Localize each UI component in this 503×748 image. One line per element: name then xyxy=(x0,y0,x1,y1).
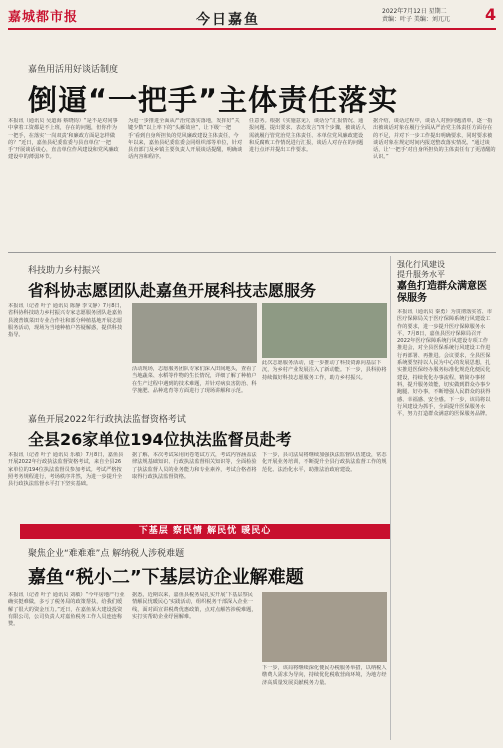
date-line: 2022年7月12日 星期二 xyxy=(382,8,447,15)
section-title: 今日嘉鱼 xyxy=(196,12,260,28)
article4-col2: 据悉，近期以来，嘉鱼县税务局扎实开展‘下基层察民情解民忧暖民心’实践活动，组织税务干部深入企业一线，面对面宣讲税费优惠政策，点对点解答涉税难题，实打实帮助企业纾困解难。 xyxy=(132,592,257,620)
article3-col3: 下一步，县司法局将继续加强执法监督队伍建设，常态化开展业务培训，不断提升全县行政执法监督工作的规范化、法治化水平，助推法治政府建设。 xyxy=(262,452,387,473)
page-number: 4 xyxy=(485,5,497,24)
article4-col3: 下一步，该局将继续深化便民办税服务举措，以纳税人缴费人需求为导向，持续优化税收营商环境，为地方经济高质量发展贡献税务力量。 xyxy=(262,665,387,686)
editor-line: 责编：叶子 美编：刘兀兀 xyxy=(382,16,450,23)
article1-col4: 据介绍，谈话过程中，谈话人对照问题清单，逐一指出被谈话对象在履行全面从严治党主体责任方面存在的不足，并对下一步工作提出明确要求，同时要求被谈话对象在规定时间内报送整改落实情况。“通过谈话，让‘一把手’对自身所担负的主体责任有了更清醒的认识。” xyxy=(373,118,496,161)
article3-headline: 全县26家单位194位执法监督员赴考 xyxy=(28,430,292,449)
article1-headline: 倒逼“一把手”主体责任落实 xyxy=(28,83,399,117)
article1-col3: 任意务。根据《实施意见》，谈话分“汇报情况、通报问题、提出要求、表态发言”四个步骤，被谈话人需就履行管党治党主体责任、本单位党风廉政建设和反腐败工作情况进行汇报，谈话人对存在的问题进行点评并提出工作要求。 xyxy=(249,118,366,154)
article4-col1: 本报讯（记者 叶子 通讯员 刘敏）“今年房地产行业确实挺难做，多亏了税务局的政策帮扶，给我们缓解了很大的资金压力。”近日，在嘉鱼某大建设投资有限公司，公司负责人对嘉鱼税务工作人员连连称赞。 xyxy=(8,592,125,628)
visit-photo xyxy=(262,592,387,662)
sidebar-kicker2: 提升服务水平 xyxy=(397,270,445,279)
article2-kicker: 科技助力乡村振兴 xyxy=(28,266,101,276)
article2-col1: 本报讯（记者 叶子 通讯员 陈静 李文静）7月8日，省科协科技助力乡村振兴专家志愿服务团队赴嘉鱼县渡普镇菜田专业合作社和部分种植基地开展志愿服务活动，现场为当地种植户答疑解惑，提供科技指导。 xyxy=(8,303,125,339)
article4-kicker: 聚焦企业“难难难”点 解纳税人涉税难题 xyxy=(28,549,185,559)
article4-headline: 嘉鱼“税小二”下基层访企业解难题 xyxy=(28,567,304,588)
article2-col3: 此次志愿服务活动，进一步推动了科技资源向基层下沉，为乡村产业发展注入了新动能。下一步，县科协将持续做好科技志愿服务工作，助力乡村振兴。 xyxy=(262,360,387,381)
article3-col2: 据了解，本次考试采用闭卷笔试方式，考试内容涵盖法律法规基础知识、行政执法监督相关知识等，全面检验了执法监督人员的业务能力和专业素养，考试合格者将取得行政执法监督资格。 xyxy=(132,452,257,480)
sidebar-divider xyxy=(390,256,391,740)
sidebar-body: 本报讯（通讯员 秦勇）为贯彻落实省、市医疗保障局关于医疗保障系统行风建设工作的要求，进一步提升医疗保障服务水平，7月8日，嘉鱼县医疗保障局召开2022年医疗保障系统行风建设专项工作推进会，对全县医保系统行风建设工作进行再部署、再推进。会议要求，全县医保系统要坚持以人民为中心的发展思想，扎实推进医保经办服务标准化规范化便民化建设，持续优化办事流程，精简办事材料，提升服务效能，切实做到群众办事少跑腿、好办事，不断增强人民群众的获得感、幸福感、安全感。下一步，该局将以行风建设为抓手，全面提升医保服务水平，努力打造群众满意的医保服务品牌。 xyxy=(397,309,493,418)
article2-col2: 活动现场，志愿服务团队专家们深入田间地头，查看了当地蔬菜、水稻等作物的生长情况，详细了解了种植户在生产过程中遇到的技术难题，并针对病虫害防治、科学施肥、品种选育等方面进行了现场讲解和示范。 xyxy=(132,366,257,394)
sidebar-article xyxy=(393,253,496,740)
article3-kicker: 嘉鱼开展2022年行政执法监督资格考试 xyxy=(28,415,186,425)
article2-headline: 省科协志愿团队赴嘉鱼开展科技志愿服务 xyxy=(28,281,317,300)
article3-col1: 本报讯（记者 叶子 通讯员 乐敏）7月8日，嘉鱼县开展2022年行政执法监督资格考试，来自全县26家单位的194位执法监督员参加考试。考试严格按照考务规程进行，考场秩序井然，为进一步提升全县行政执法监督水平打下坚实基础。 xyxy=(8,452,124,488)
field-photo xyxy=(262,303,387,358)
article1-col1: 本报讯（通讯员 吴道海 蔡晓钧）“是不是对同事中拿着工资都是不上班，存在的问题，但你作为一把手，在落实‘一岗双责’和廉政方面是怎样做的？”近日，嘉鱼县纪委监委与县直单位‘一把手’开展谈话谈心，直击单位作风建设和党风廉政建设中的薄弱环节。 xyxy=(8,118,119,161)
masthead-brand: 嘉城都市报 xyxy=(8,10,79,25)
article1-kicker: 嘉鱼用活用好谈话制度 xyxy=(28,65,119,75)
sidebar-kicker1: 强化行风建设 xyxy=(397,260,445,269)
campaign-banner: 下基层 察民情 解民忧 暖民心 xyxy=(20,524,390,539)
date-block xyxy=(382,8,450,24)
event-photo xyxy=(132,303,257,363)
article1-col2: 为进一步推进全面从严治党落实落地，发挥好“关键少数”以上率下的“头雁效应”，让下级‘一把手’看到自身所担负的党风廉政建设主体责任，今年以来，嘉鱼县纪委监委会同组织部等单位，针对县直部门及乡镇主要负责人开展谈话提醒，明确谈话内容和程序。 xyxy=(128,118,243,161)
sidebar-headline: 嘉鱼打造群众满意医保服务 xyxy=(397,281,487,304)
header-rule xyxy=(8,28,496,30)
